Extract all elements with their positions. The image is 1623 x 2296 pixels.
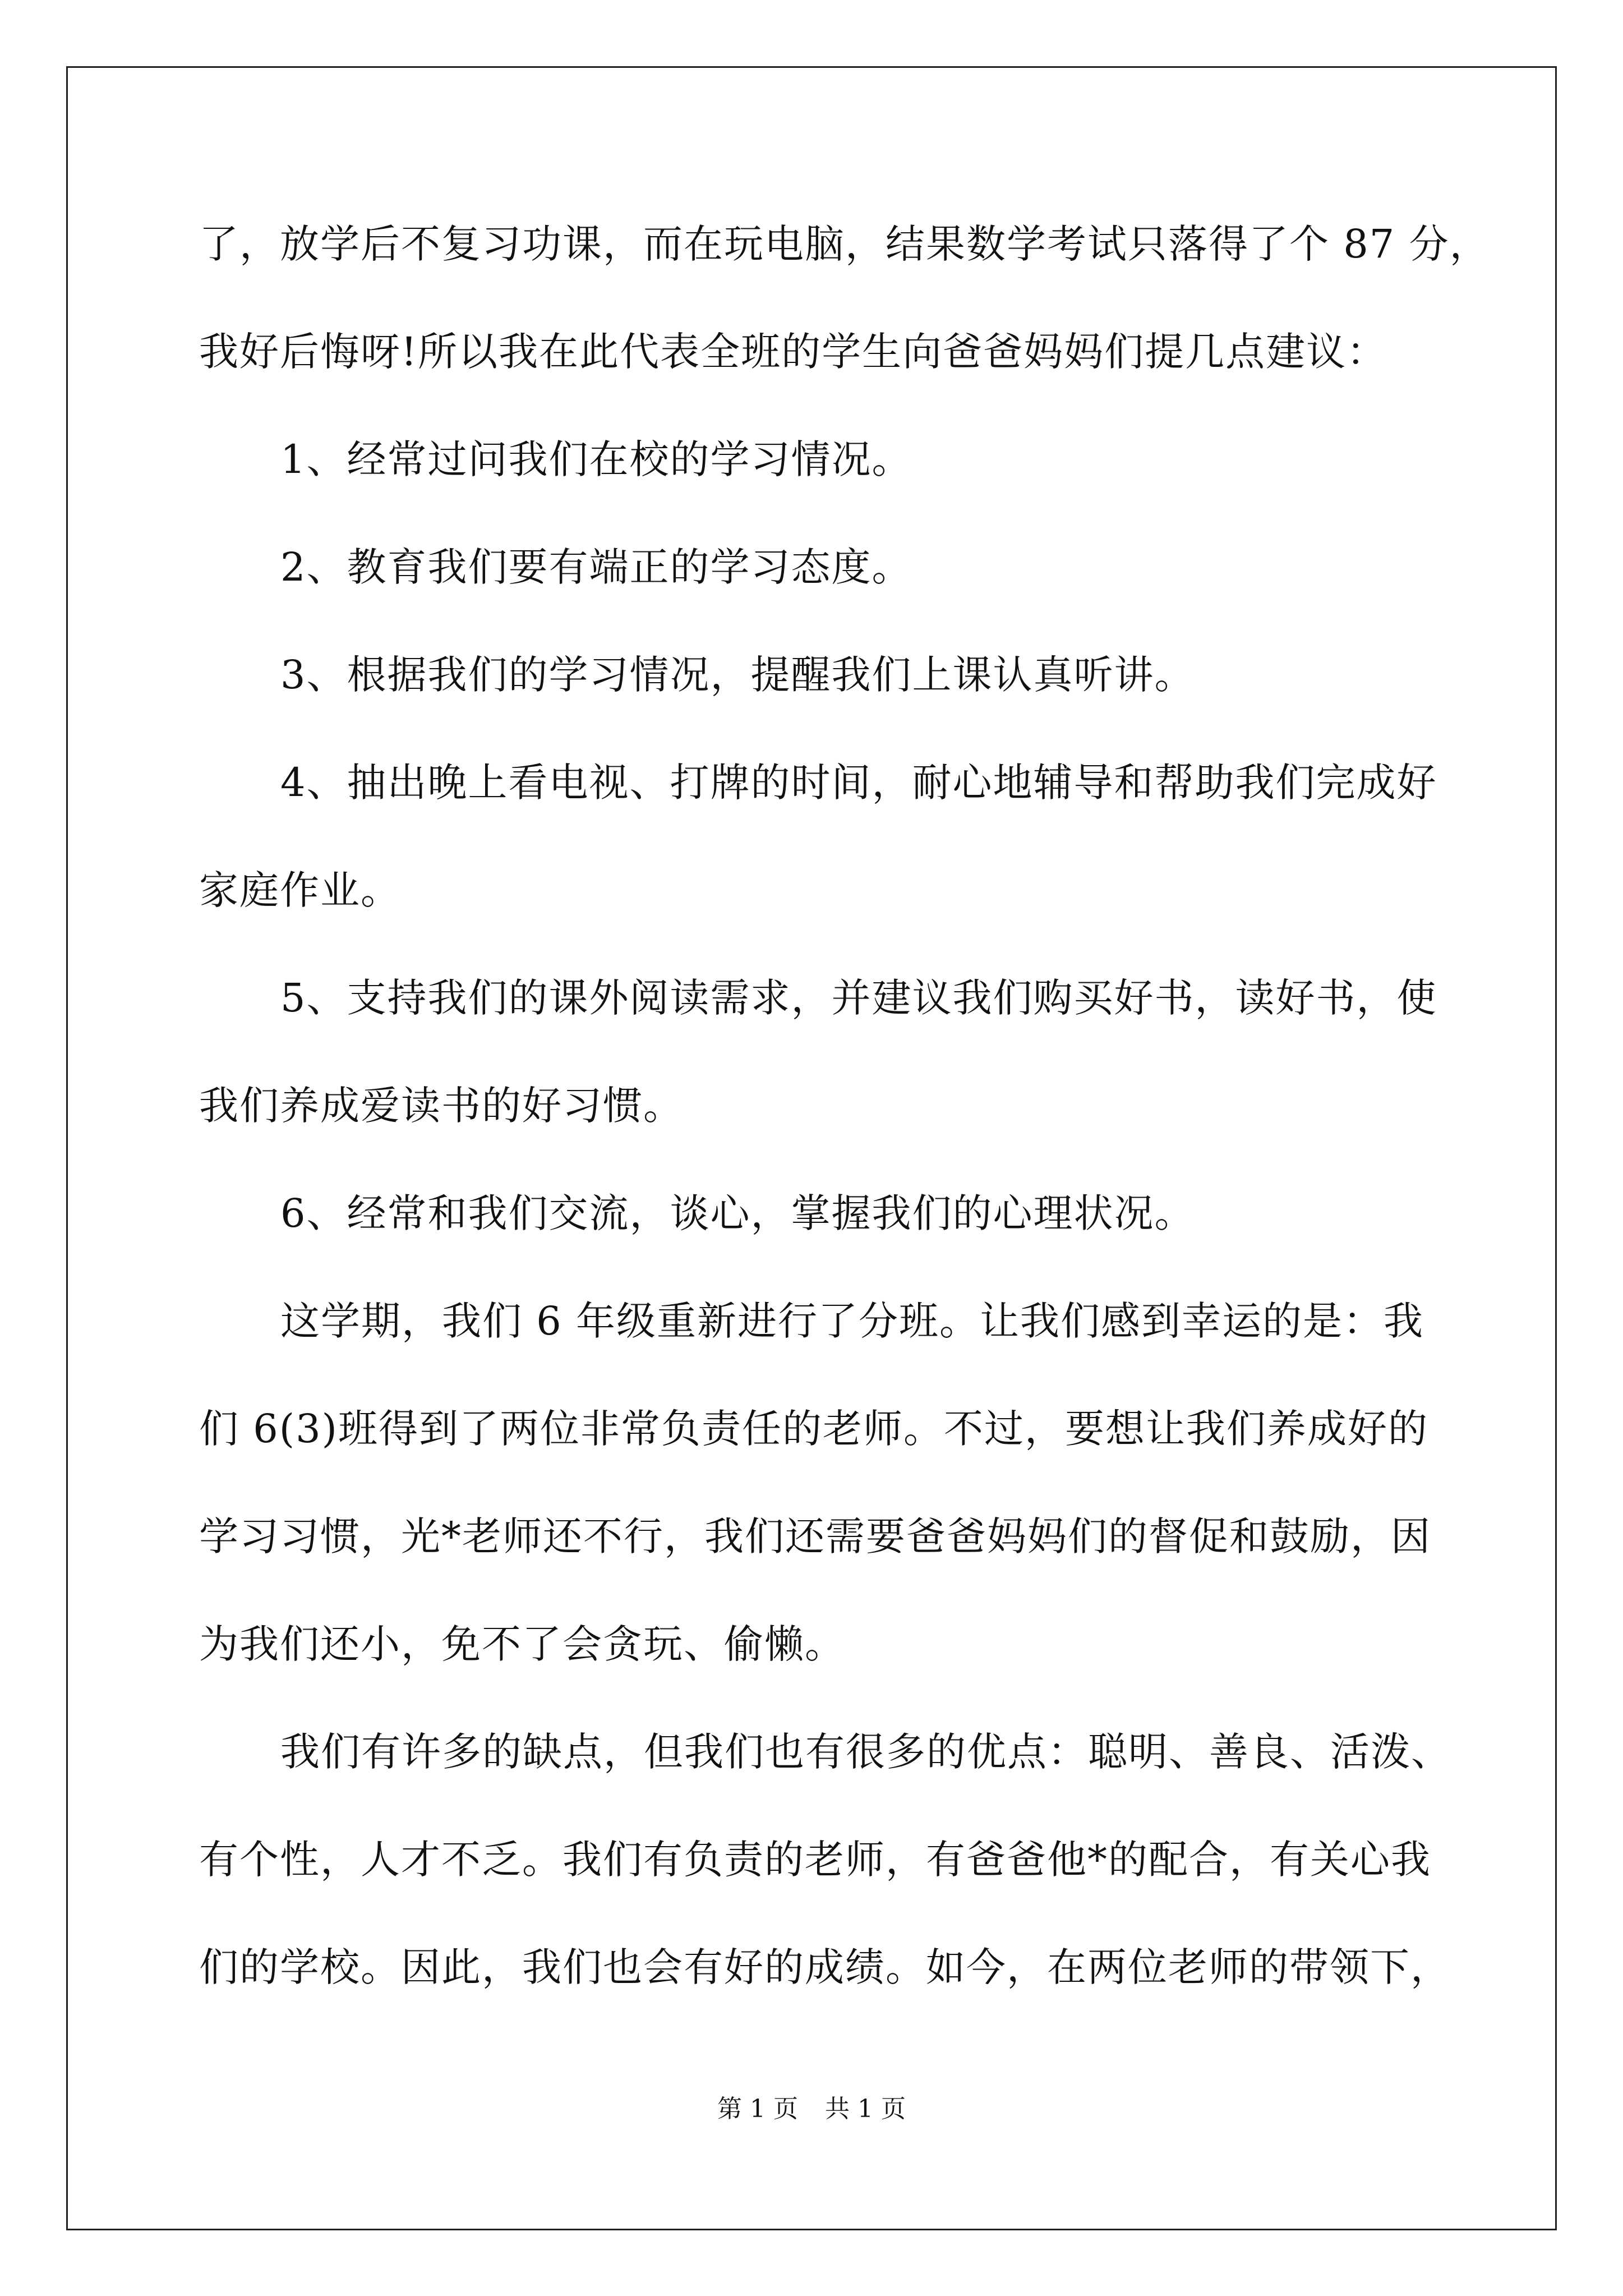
- list-item: 6、经常和我们交流，谈心，掌握我们的心理状况。: [280, 1190, 1195, 1236]
- list-item: 5、支持我们的课外阅读需求，并建议我们购买好书，读好书，使: [280, 975, 1437, 1021]
- text-line: 家庭作业。: [199, 867, 401, 913]
- paragraph-start: 这学期，我们 6 年级重新进行了分班。让我们感到幸运的是：我: [280, 1298, 1424, 1344]
- list-item: 4、抽出晚上看电视、打牌的时间，耐心地辅导和帮助我们完成好: [280, 760, 1437, 806]
- page-footer: [0, 2092, 1623, 2126]
- text-line: 了，放学后不复习功课，而在玩电脑，结果数学考试只落得了个 87 分，: [199, 221, 1490, 267]
- text-line: 我好后悔呀!所以我在此代表全班的学生向爸爸妈妈们提几点建议：: [199, 329, 1387, 375]
- text-line: 我们养成爱读书的好习惯。: [199, 1083, 684, 1129]
- paragraph-start: 我们有许多的缺点，但我们也有很多的优点：聪明、善良、活泼、: [280, 1729, 1451, 1775]
- text-line: 们的学校。因此，我们也会有好的成绩。如今，在两位老师的带领下，: [199, 1944, 1451, 1990]
- list-item: 3、根据我们的学习情况，提醒我们上课认真听讲。: [280, 652, 1195, 698]
- list-item: 1、经常过问我们在校的学习情况。: [280, 436, 912, 482]
- page-number: 第 1 页: [717, 2095, 798, 2123]
- text-line: 学习习惯，光*老师还不行，我们还需要爸爸妈妈们的督促和鼓励，因: [199, 1513, 1431, 1559]
- page-total: 共 1 页: [825, 2095, 906, 2123]
- text-line: 有个性，人才不乏。我们有负责的老师，有爸爸他*的配合，有关心我: [199, 1837, 1431, 1883]
- text-line: 为我们还小，免不了会贪玩、偷懒。: [199, 1621, 845, 1667]
- list-item: 2、教育我们要有端正的学习态度。: [280, 544, 912, 590]
- page-border: [66, 66, 1557, 2230]
- text-line: 们 6(3)班得到了两位非常负责任的老师。不过，要想让我们养成好的: [199, 1406, 1428, 1452]
